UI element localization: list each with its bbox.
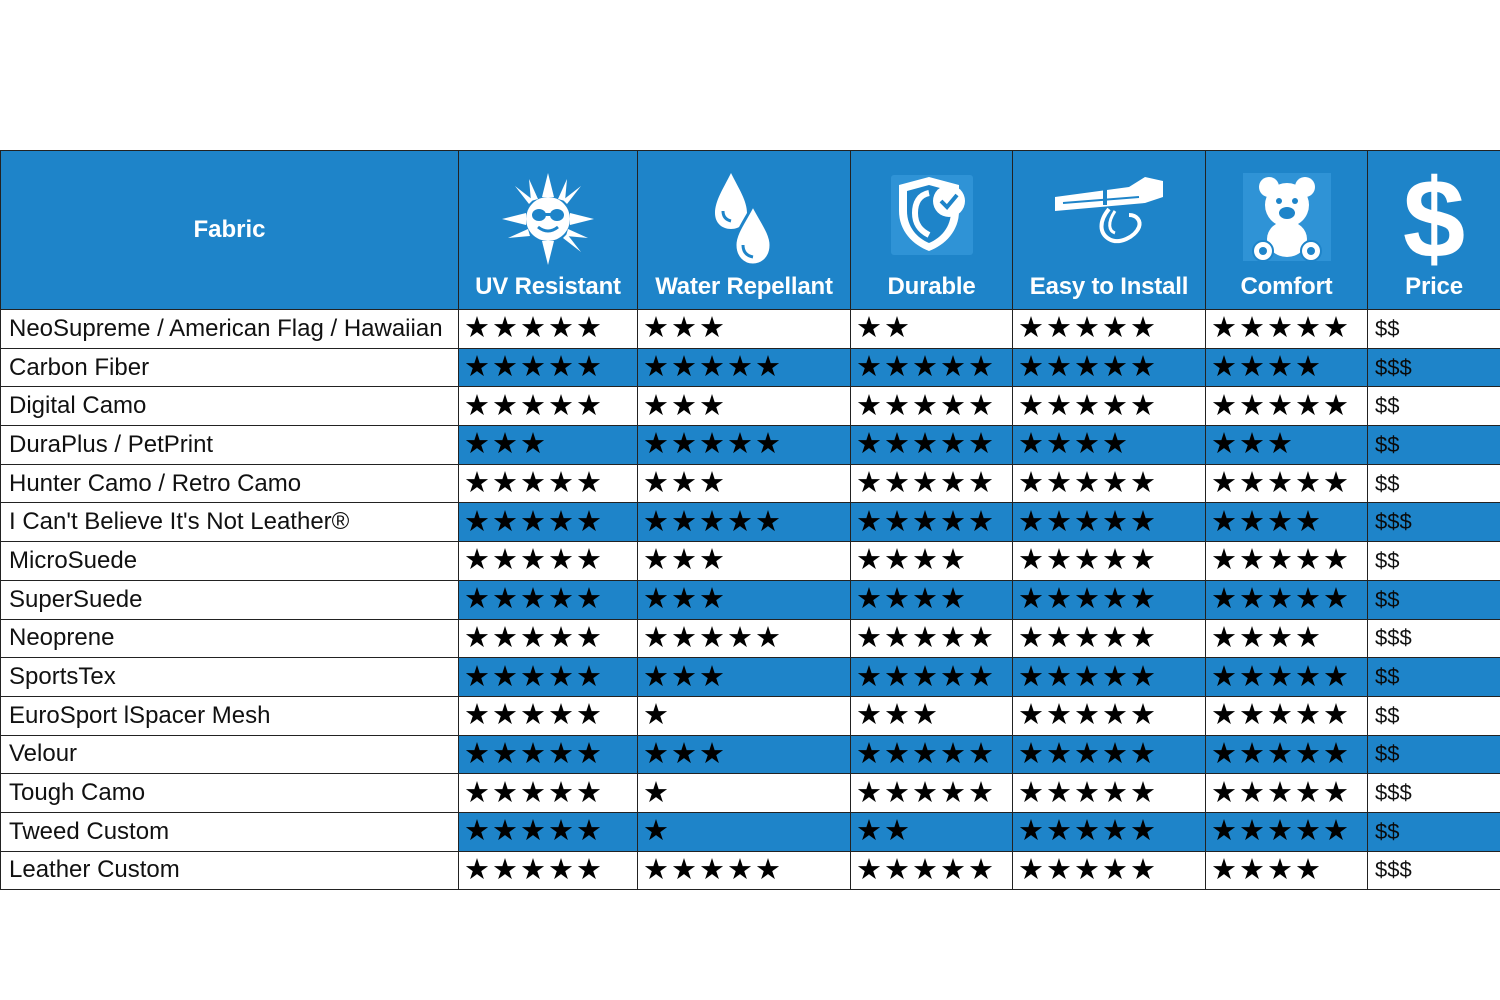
table-row <box>1 426 1500 465</box>
uv-rating-stars: ★★★★★ <box>459 387 638 426</box>
table-row <box>1 658 1500 697</box>
table-row <box>1 696 1500 735</box>
fabric-name: Leather Custom <box>1 851 459 890</box>
price-level: $$ <box>1368 310 1500 349</box>
price-level: $$$ <box>1368 619 1500 658</box>
durable-rating-stars: ★★★★★ <box>851 774 1013 813</box>
header-row <box>1 151 1500 310</box>
install-rating-stars: ★★★★★ <box>1013 658 1206 697</box>
table-row <box>1 580 1500 619</box>
install-rating-stars: ★★★★★ <box>1013 735 1206 774</box>
fabric-comparison-chart <box>0 150 1500 890</box>
water-rating-stars: ★ <box>638 774 851 813</box>
header-durable <box>851 151 1013 310</box>
header-durable-label: Durable <box>887 273 976 300</box>
price-level: $$$ <box>1368 348 1500 387</box>
comfort-rating-stars: ★★★★★ <box>1206 542 1368 581</box>
install-rating-stars: ★★★★★ <box>1013 503 1206 542</box>
price-level: $$ <box>1368 580 1500 619</box>
comfort-rating-stars: ★★★★★ <box>1206 774 1368 813</box>
price-level: $$ <box>1368 426 1500 465</box>
comfort-rating-stars: ★★★★★ <box>1206 310 1368 349</box>
uv-rating-stars: ★★★★★ <box>459 503 638 542</box>
fabric-name: Velour <box>1 735 459 774</box>
sun-sunglasses-icon <box>459 163 637 273</box>
comfort-rating-stars: ★★★★ <box>1206 348 1368 387</box>
durable-rating-stars: ★★★★★ <box>851 387 1013 426</box>
price-level: $$$ <box>1368 503 1500 542</box>
uv-rating-stars: ★★★★★ <box>459 696 638 735</box>
durable-rating-stars: ★★★★ <box>851 580 1013 619</box>
uv-rating-stars: ★★★★★ <box>459 851 638 890</box>
price-level: $$ <box>1368 464 1500 503</box>
table-row <box>1 735 1500 774</box>
fabric-name: NeoSupreme / American Flag / Hawaiian <box>1 310 459 349</box>
price-level: $$ <box>1368 658 1500 697</box>
water-rating-stars: ★★★ <box>638 464 851 503</box>
comfort-rating-stars: ★★★★ <box>1206 503 1368 542</box>
fabric-comparison-table <box>0 150 1500 890</box>
price-level: $$ <box>1368 542 1500 581</box>
steering-wheel-cover-icon <box>1013 163 1205 273</box>
price-level: $$ <box>1368 812 1500 851</box>
durable-rating-stars: ★★★★★ <box>851 851 1013 890</box>
comfort-rating-stars: ★★★★★ <box>1206 812 1368 851</box>
comfort-rating-stars: ★★★★★ <box>1206 696 1368 735</box>
durable-rating-stars: ★★★★★ <box>851 464 1013 503</box>
comfort-rating-stars: ★★★★ <box>1206 619 1368 658</box>
durable-rating-stars: ★★★★★ <box>851 658 1013 697</box>
table-row <box>1 464 1500 503</box>
table-row <box>1 310 1500 349</box>
comfort-rating-stars: ★★★★★ <box>1206 658 1368 697</box>
table-row <box>1 774 1500 813</box>
install-rating-stars: ★★★★★ <box>1013 310 1206 349</box>
durable-rating-stars: ★★★★ <box>851 542 1013 581</box>
table-row <box>1 387 1500 426</box>
uv-rating-stars: ★★★★★ <box>459 774 638 813</box>
comfort-rating-stars: ★★★★★ <box>1206 464 1368 503</box>
water-rating-stars: ★ <box>638 812 851 851</box>
header-price-label: Price <box>1405 273 1463 300</box>
install-rating-stars: ★★★★★ <box>1013 619 1206 658</box>
price-level: $$ <box>1368 735 1500 774</box>
water-rating-stars: ★★★★★ <box>638 503 851 542</box>
fabric-name: I Can't Believe It's Not Leather® <box>1 503 459 542</box>
durable-rating-stars: ★★★★★ <box>851 503 1013 542</box>
fabric-name: Carbon Fiber <box>1 348 459 387</box>
shield-check-icon <box>851 163 1012 273</box>
fabric-name: MicroSuede <box>1 542 459 581</box>
header-install-label: Easy to Install <box>1029 273 1189 300</box>
uv-rating-stars: ★★★★★ <box>459 619 638 658</box>
header-comfort <box>1206 151 1368 310</box>
fabric-name: Digital Camo <box>1 387 459 426</box>
durable-rating-stars: ★★★★★ <box>851 426 1013 465</box>
fabric-name: DuraPlus / PetPrint <box>1 426 459 465</box>
header-uv-resistant <box>459 151 638 310</box>
comfort-rating-stars: ★★★★★ <box>1206 387 1368 426</box>
uv-rating-stars: ★★★★★ <box>459 735 638 774</box>
install-rating-stars: ★★★★★ <box>1013 812 1206 851</box>
install-rating-stars: ★★★★★ <box>1013 387 1206 426</box>
water-rating-stars: ★★★★★ <box>638 426 851 465</box>
header-comfort-label: Comfort <box>1240 273 1333 300</box>
water-rating-stars: ★★★★★ <box>638 348 851 387</box>
uv-rating-stars: ★★★★★ <box>459 348 638 387</box>
table-row <box>1 503 1500 542</box>
water-rating-stars: ★★★ <box>638 735 851 774</box>
dollar-sign-icon <box>1368 163 1500 273</box>
water-rating-stars: ★★★ <box>638 310 851 349</box>
install-rating-stars: ★★★★★ <box>1013 696 1206 735</box>
header-water-repellant <box>638 151 851 310</box>
water-rating-stars: ★★★ <box>638 580 851 619</box>
water-rating-stars: ★★★ <box>638 542 851 581</box>
table-row <box>1 348 1500 387</box>
svg-text:$: $ <box>1402 165 1466 269</box>
install-rating-stars: ★★★★ <box>1013 426 1206 465</box>
fabric-name: SuperSuede <box>1 580 459 619</box>
durable-rating-stars: ★★★★★ <box>851 348 1013 387</box>
header-fabric: Fabric <box>1 151 459 310</box>
uv-rating-stars: ★★★★★ <box>459 542 638 581</box>
durable-rating-stars: ★★★★★ <box>851 619 1013 658</box>
price-level: $$$ <box>1368 774 1500 813</box>
price-level: $$ <box>1368 696 1500 735</box>
install-rating-stars: ★★★★★ <box>1013 464 1206 503</box>
header-uv-label: UV Resistant <box>475 273 621 300</box>
water-rating-stars: ★★★★★ <box>638 851 851 890</box>
durable-rating-stars: ★★★ <box>851 696 1013 735</box>
table-row <box>1 851 1500 890</box>
uv-rating-stars: ★★★★★ <box>459 310 638 349</box>
install-rating-stars: ★★★★★ <box>1013 851 1206 890</box>
table-row <box>1 812 1500 851</box>
header-easy-to-install <box>1013 151 1206 310</box>
comfort-rating-stars: ★★★★★ <box>1206 580 1368 619</box>
uv-rating-stars: ★★★★★ <box>459 658 638 697</box>
fabric-name: EuroSport lSpacer Mesh <box>1 696 459 735</box>
water-drops-icon <box>638 163 850 273</box>
durable-rating-stars: ★★ <box>851 310 1013 349</box>
uv-rating-stars: ★★★★★ <box>459 464 638 503</box>
teddy-bear-icon <box>1206 163 1367 273</box>
durable-rating-stars: ★★★★★ <box>851 735 1013 774</box>
header-price <box>1368 151 1500 310</box>
fabric-name: Neoprene <box>1 619 459 658</box>
install-rating-stars: ★★★★★ <box>1013 542 1206 581</box>
fabric-name: Tweed Custom <box>1 812 459 851</box>
fabric-name: Tough Camo <box>1 774 459 813</box>
price-level: $$ <box>1368 387 1500 426</box>
header-water-label: Water Repellant <box>655 273 833 300</box>
install-rating-stars: ★★★★★ <box>1013 580 1206 619</box>
install-rating-stars: ★★★★★ <box>1013 348 1206 387</box>
uv-rating-stars: ★★★ <box>459 426 638 465</box>
water-rating-stars: ★★★ <box>638 658 851 697</box>
uv-rating-stars: ★★★★★ <box>459 812 638 851</box>
uv-rating-stars: ★★★★★ <box>459 580 638 619</box>
table-row <box>1 619 1500 658</box>
water-rating-stars: ★★★★★ <box>638 619 851 658</box>
fabric-name: SportsTex <box>1 658 459 697</box>
durable-rating-stars: ★★ <box>851 812 1013 851</box>
fabric-name: Hunter Camo / Retro Camo <box>1 464 459 503</box>
comfort-rating-stars: ★★★★★ <box>1206 735 1368 774</box>
comfort-rating-stars: ★★★★ <box>1206 851 1368 890</box>
price-level: $$$ <box>1368 851 1500 890</box>
water-rating-stars: ★ <box>638 696 851 735</box>
comfort-rating-stars: ★★★ <box>1206 426 1368 465</box>
table-row <box>1 542 1500 581</box>
install-rating-stars: ★★★★★ <box>1013 774 1206 813</box>
water-rating-stars: ★★★ <box>638 387 851 426</box>
